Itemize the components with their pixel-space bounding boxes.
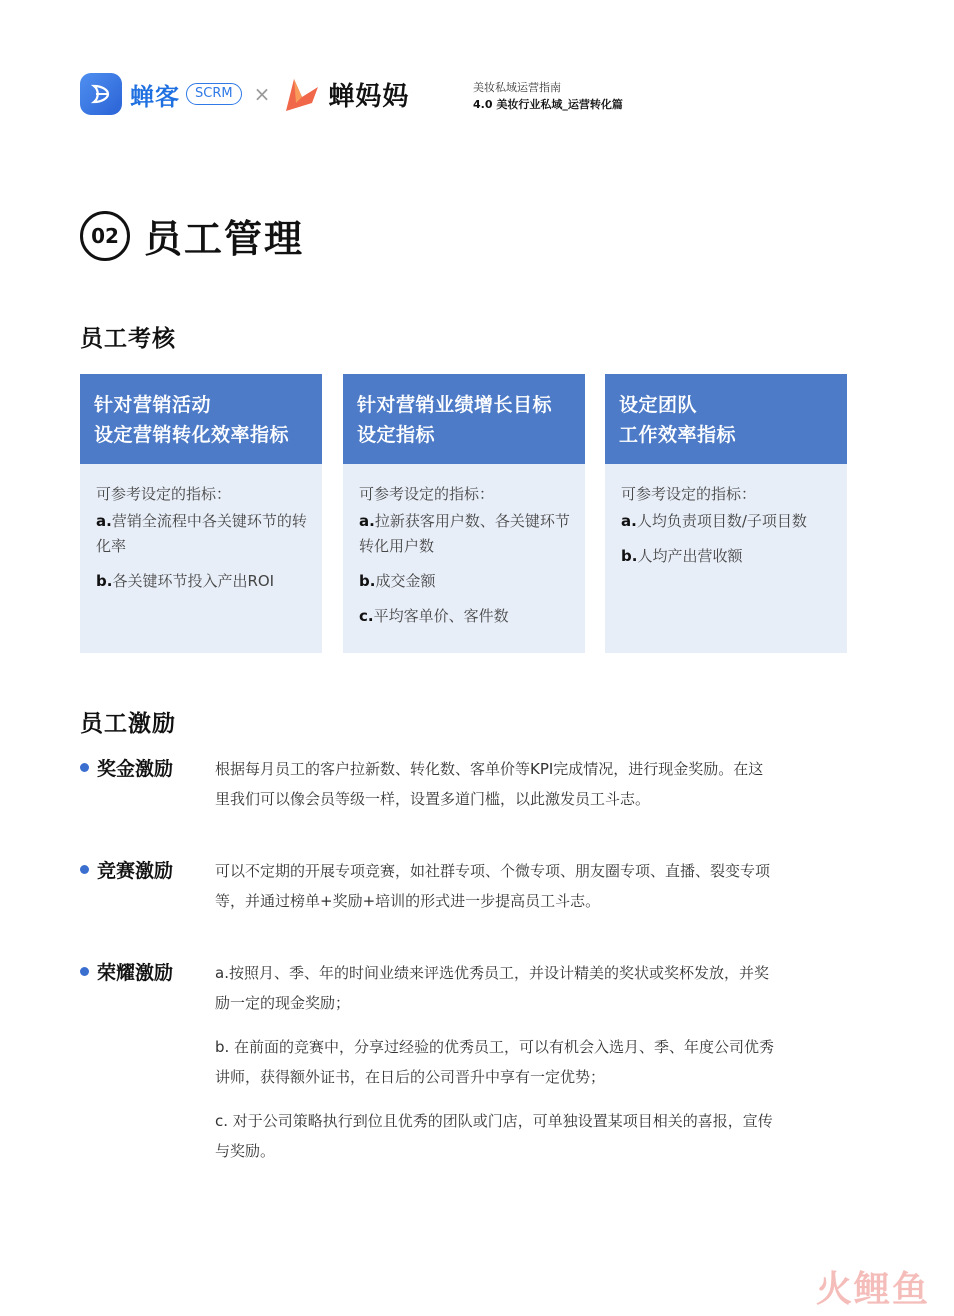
guide-title: 美妆私域运营指南 — [473, 81, 561, 94]
card-intro: 可参考设定的指标： — [359, 485, 495, 503]
card-item — [621, 509, 835, 534]
brand-chanke: 蝉客 — [130, 82, 180, 111]
item-mark: a. — [359, 512, 375, 530]
brand-chanmama: 蝉妈妈 — [328, 81, 410, 112]
item-text: 人均负责项目数/子项目数 — [636, 512, 807, 530]
bullet-dot — [80, 967, 89, 976]
section-title-text: 员工管理 — [144, 217, 305, 261]
item-text: 人均产出营收额 — [637, 547, 743, 565]
assessment-card — [343, 374, 585, 653]
item-text: 平均客单价、客件数 — [373, 607, 509, 625]
incentive-label-text: 奖金激励 — [97, 758, 174, 780]
item-mark: a. — [96, 512, 112, 530]
card-title-line: 针对营销活动 — [94, 394, 212, 416]
guide-info — [473, 79, 623, 113]
card-intro: 可参考设定的指标： — [96, 485, 232, 503]
card-item — [621, 544, 835, 569]
incentive-text — [215, 958, 775, 1180]
card-item — [359, 604, 573, 629]
card-title-line: 设定营销转化效率指标 — [94, 424, 290, 446]
card-title-line: 工作效率指标 — [619, 424, 737, 446]
item-mark: b. — [621, 547, 638, 565]
header-logos — [80, 72, 409, 116]
item-mark: b. — [359, 572, 376, 590]
card-title-line: 针对营销业绩增长目标 — [357, 394, 553, 416]
card-title-line: 设定指标 — [357, 424, 436, 446]
card-item — [359, 509, 573, 559]
chanke-logo-icon — [80, 73, 122, 115]
bullet-dot — [80, 865, 89, 874]
card-item — [96, 569, 310, 594]
card-body — [80, 464, 322, 594]
watermark-logo: 火鲤鱼 — [815, 1269, 930, 1310]
incentive-paragraph: b. 在前面的竞赛中，分享过经验的优秀员工，可以有机会入选月、季、年度公司优秀讲师，获得额外证书，在日后的公司晋升中享有一定优势； — [215, 1038, 775, 1086]
card-title-line: 设定团队 — [619, 394, 698, 416]
assessment-card — [80, 374, 322, 653]
incentive-paragraph: a.按照月、季、年的时间业绩来评选优秀员工，并设计精美的奖状或奖杯发放，并奖励一定的现金奖励； — [215, 964, 769, 1012]
chanmama-logo-icon — [282, 73, 322, 115]
item-mark: a. — [621, 512, 637, 530]
incentive-label — [80, 856, 173, 883]
item-mark: c. — [359, 607, 374, 625]
section-title — [80, 208, 304, 263]
assessment-card — [605, 374, 847, 653]
incentive-label — [80, 754, 173, 781]
section-number: 02 — [80, 211, 130, 261]
card-header — [343, 374, 585, 464]
card-body — [343, 464, 585, 629]
incentive-text — [215, 754, 775, 828]
assessment-heading: 员工考核 — [80, 326, 176, 352]
incentive-label-text: 荣耀激励 — [97, 962, 174, 984]
bullet-dot — [80, 763, 89, 772]
card-item — [359, 569, 573, 594]
card-header — [80, 374, 322, 464]
incentive-text — [215, 856, 775, 930]
item-text: 营销全流程中各关键环节的转化率 — [96, 512, 307, 555]
separator: × — [253, 82, 271, 106]
incentive-heading: 员工激励 — [80, 711, 176, 737]
incentive-label-text: 竞赛激励 — [97, 860, 174, 882]
card-header — [605, 374, 847, 464]
item-text: 拉新获客用户数、各关键环节转化用户数 — [359, 512, 570, 555]
incentive-paragraph: 根据每月员工的客户拉新数、转化数、客单价等KPI完成情况，进行现金奖励。在这里我们可以像会员等级一样，设置多道门槛，以此激发员工斗志。 — [215, 760, 764, 808]
card-item — [96, 509, 310, 559]
guide-subtitle: 4.0 美妆行业私域_运营转化篇 — [473, 98, 623, 111]
item-text: 成交金额 — [375, 572, 436, 590]
scrm-badge: SCRM — [186, 83, 242, 105]
card-body — [605, 464, 847, 569]
item-mark: b. — [96, 572, 113, 590]
item-text: 各关键环节投入产出ROI — [112, 572, 275, 590]
incentive-paragraph: c. 对于公司策略执行到位且优秀的团队或门店，可单独设置某项目相关的喜报，宣传与奖励。 — [215, 1112, 773, 1160]
incentive-paragraph: 可以不定期的开展专项竞赛，如社群专项、个微专项、朋友圈专项、直播、裂变专项等，并通过榜单+奖励+培训的形式进一步提高员工斗志。 — [215, 862, 771, 910]
incentive-label — [80, 958, 173, 985]
card-intro: 可参考设定的指标： — [621, 485, 757, 503]
